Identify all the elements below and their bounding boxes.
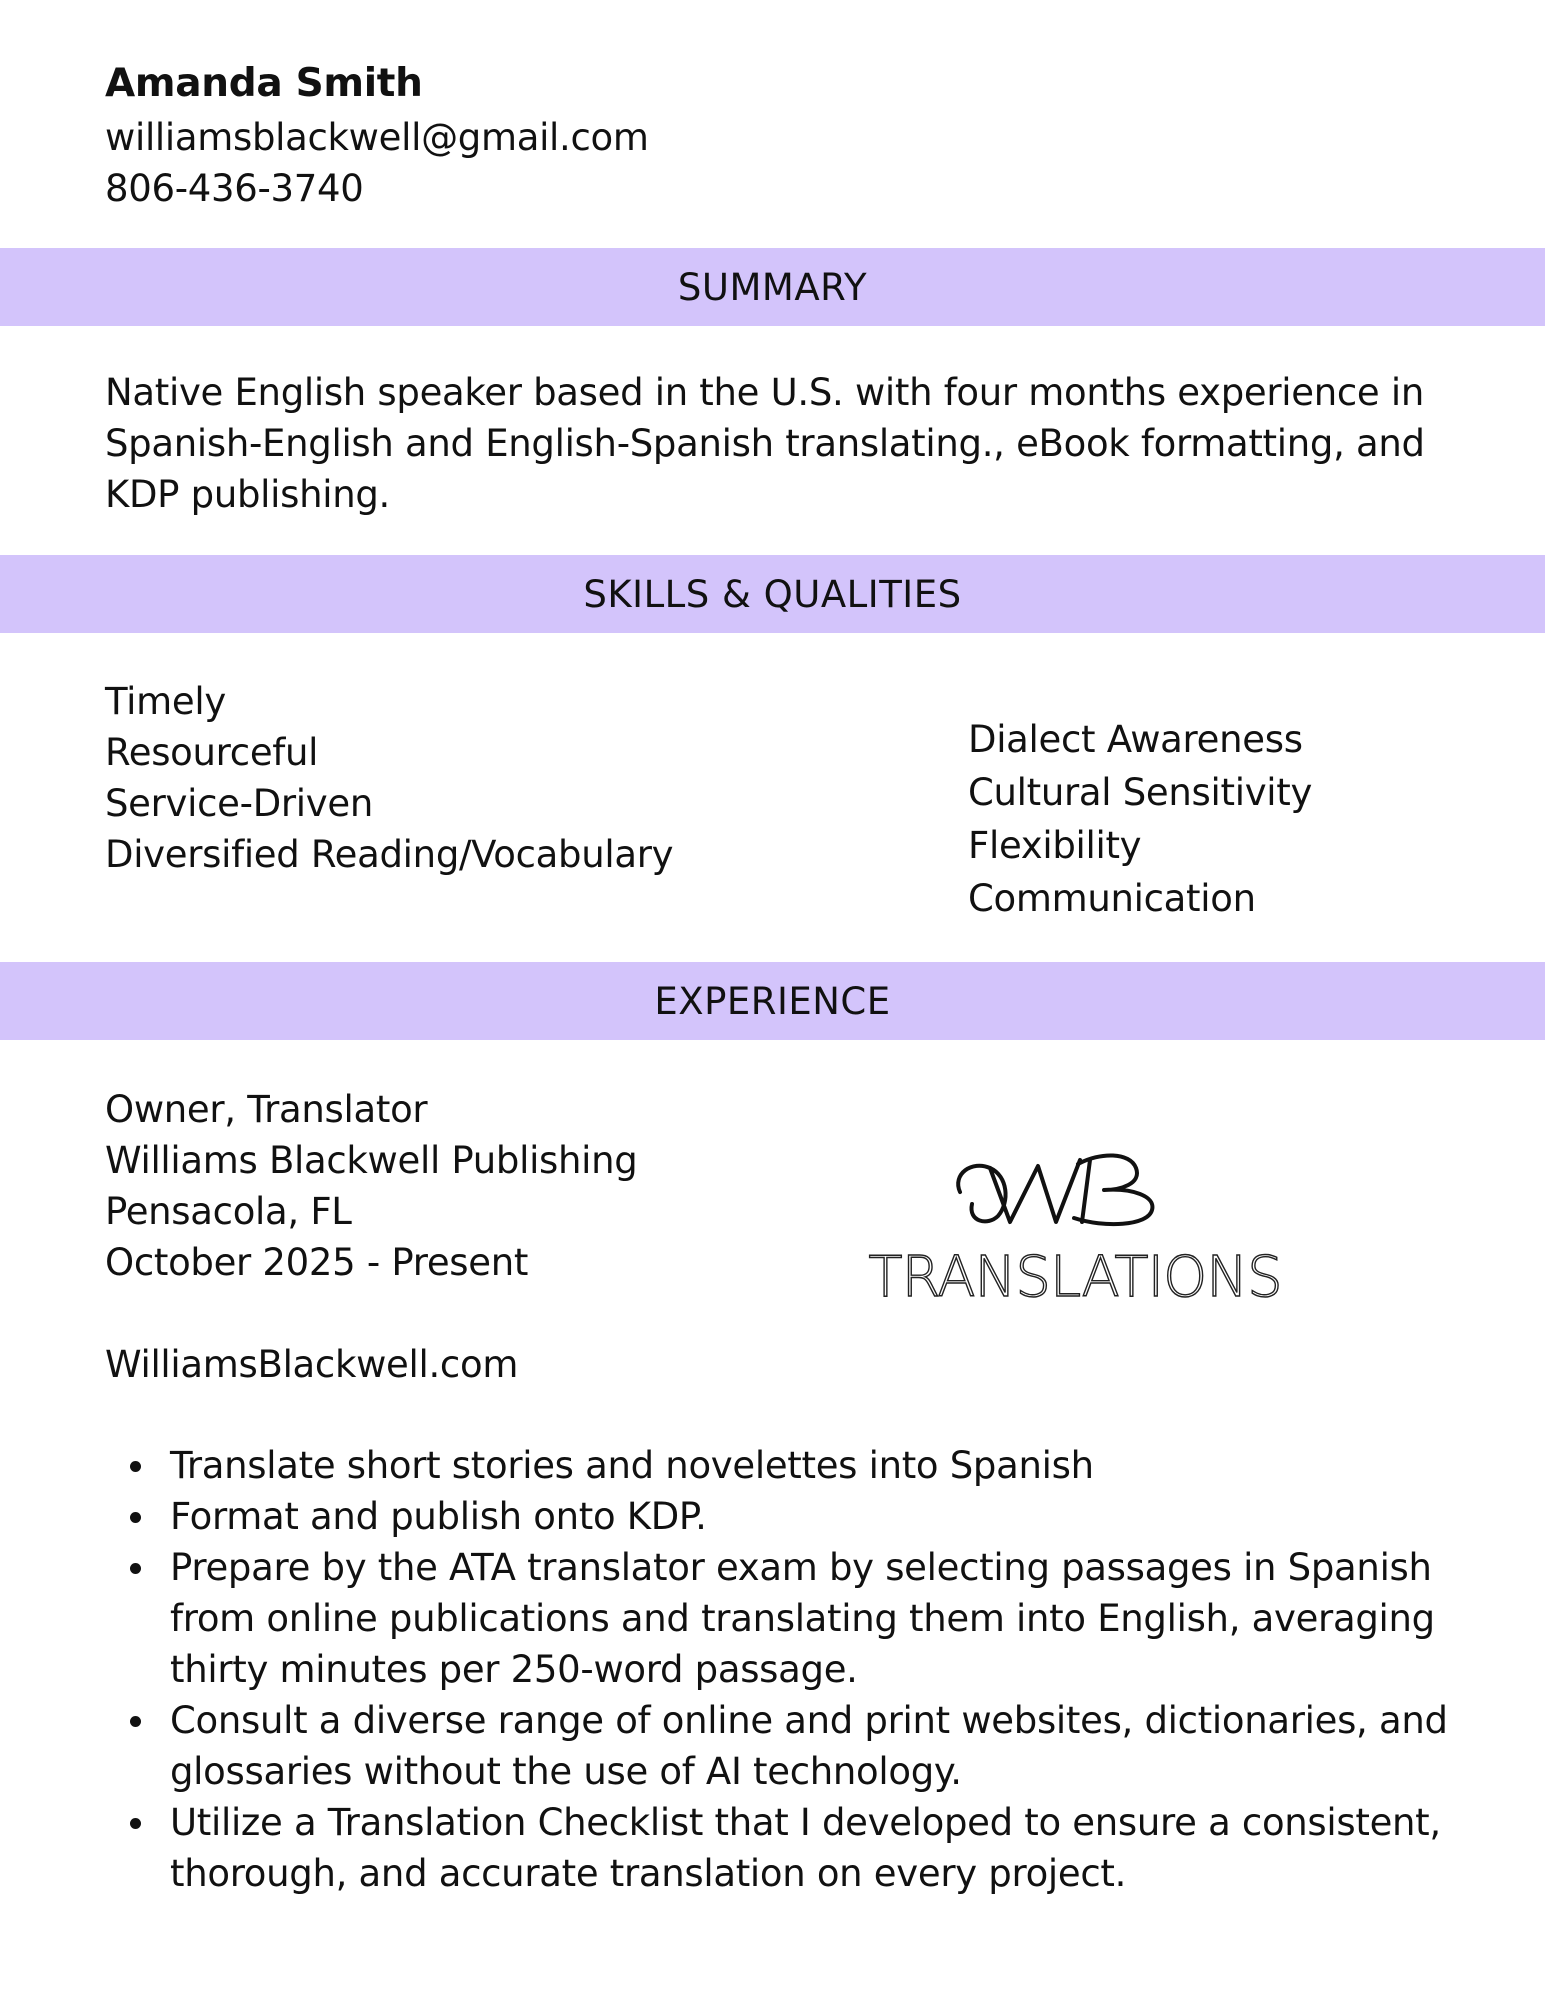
company-website-link[interactable]: WilliamsBlackwell.com — [105, 1343, 519, 1386]
skill-item: Dialect Awareness — [968, 718, 1303, 761]
experience-heading: EXPERIENCE — [654, 979, 891, 1023]
bullet-item: Utilize a Translation Checklist that I developed to ensure a consistent, thorough, and accurate translation on every project. — [105, 1797, 1475, 1899]
skills-left-column — [105, 676, 673, 880]
skill-item: Communication — [968, 877, 1256, 920]
bullet-item: Format and publish onto KDP. — [105, 1491, 1475, 1542]
email-address[interactable]: williamsblackwell@gmail.com — [105, 116, 649, 159]
candidate-name: Amanda Smith — [105, 61, 423, 106]
skill-item: Diversified Reading/Vocabulary — [105, 833, 674, 876]
company-name: Williams Blackwell Publishing — [105, 1139, 638, 1182]
skill-item: Resourceful — [105, 731, 319, 774]
skill-item: Flexibility — [968, 824, 1142, 867]
wordmark-icon — [860, 1248, 1290, 1308]
skill-item: Cultural Sensitivity — [968, 771, 1313, 814]
bullet-item: Prepare by the ATA translator exam by selecting passages in Spanish from online publications and translating them into English, averaging thirty minutes per 250-word passage. — [105, 1542, 1475, 1695]
wb-monogram-icon — [860, 1130, 1290, 1250]
skill-item: Timely — [105, 680, 226, 723]
skills-right-column — [968, 713, 1312, 925]
summary-heading: SUMMARY — [677, 265, 868, 309]
job-dates: October 2025 - Present — [105, 1241, 529, 1284]
skills-section-header — [0, 555, 1545, 633]
phone-number: 806-436-3740 — [105, 167, 364, 210]
job-location: Pensacola, FL — [105, 1190, 352, 1233]
skill-item: Service-Driven — [105, 782, 373, 825]
skills-heading: SKILLS & QUALITIES — [583, 572, 962, 616]
logo-wordmark — [860, 1248, 1290, 1322]
bullet-item: Translate short stories and novelettes into Spanish — [105, 1440, 1475, 1491]
experience-bullet-list — [105, 1440, 1475, 1899]
summary-text: Native English speaker based in the U.S. with four months experience in Spanish-English and English-Spanish translating., eBook formatting, and KDP publishing. — [105, 371, 1425, 516]
bullet-item: Consult a diverse range of online and print websites, dictionaries, and glossaries without the use of AI technology. — [105, 1695, 1475, 1797]
experience-section-header — [0, 962, 1545, 1040]
svg-text:TRANSLATIONS: TRANSLATIONS — [868, 1248, 1282, 1308]
wb-translations-logo — [860, 1130, 1290, 1310]
job-title: Owner, Translator — [105, 1088, 428, 1131]
summary-section-header — [0, 248, 1545, 326]
